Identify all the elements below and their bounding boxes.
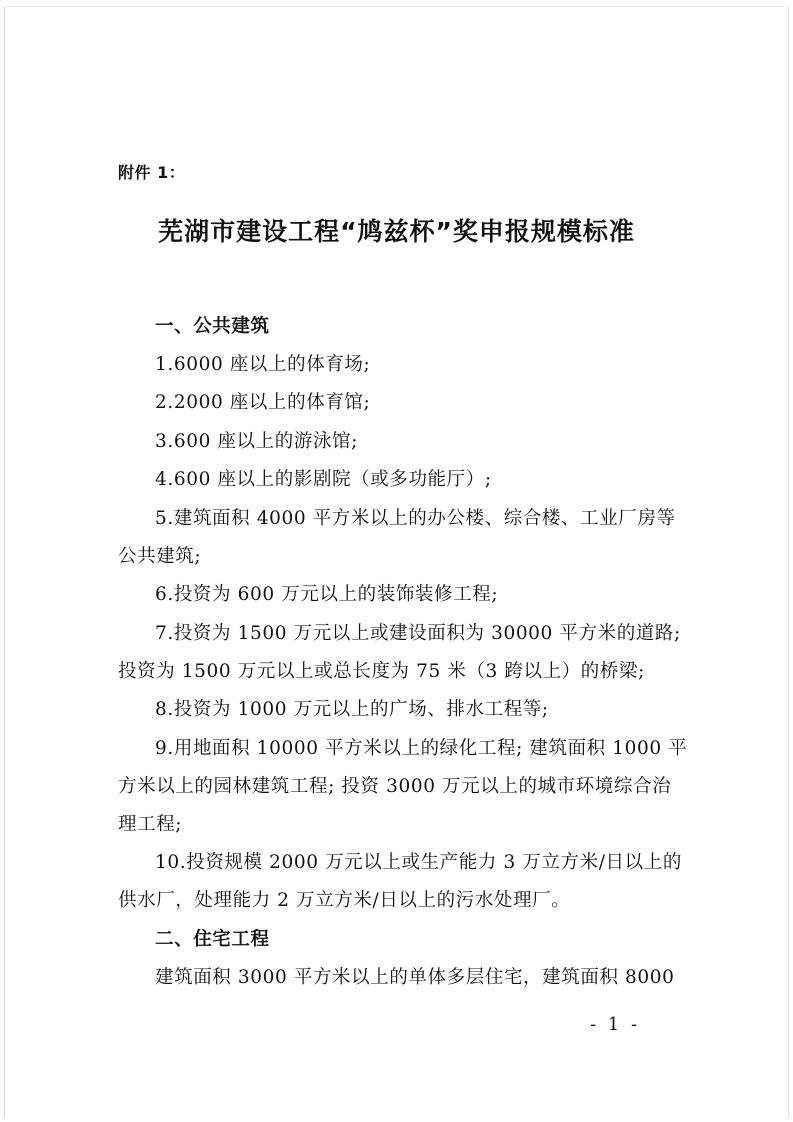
list-item-4: 4.600 座以上的影剧院（或多功能厅）; <box>155 469 492 490</box>
list-item-9-line-2: 方米以上的园林建筑工程; 投资 3000 万元以上的城市环境综合治 <box>118 776 672 797</box>
list-item-9-line-3: 理工程; <box>118 814 183 835</box>
list-item-3: 3.600 座以上的游泳馆; <box>155 431 358 452</box>
list-item-2: 2.2000 座以上的体育馆; <box>155 392 371 413</box>
annex-label: 附件 1： <box>118 163 186 182</box>
list-item-5-line-1: 5.建筑面积 4000 平方米以上的办公楼、综合楼、工业厂房等 <box>155 508 676 529</box>
list-item-7-line-1: 7.投资为 1500 万元以上或建设面积为 30000 平方米的道路; <box>155 623 681 644</box>
page-number: - 1 - <box>590 1014 641 1035</box>
residential-item-line-1: 建筑面积 3000 平方米以上的单体多层住宅，建筑面积 8000 <box>155 967 675 988</box>
document-title: 芜湖市建设工程“鸠兹杯”奖申报规模标准 <box>158 217 635 246</box>
list-item-6: 6.投资为 600 万元以上的装饰装修工程; <box>155 584 499 605</box>
list-item-10-line-1: 10.投资规模 2000 万元以上或生产能力 3 万立方米/日以上的 <box>155 852 682 873</box>
list-item-10-line-2: 供水厂，处理能力 2 万立方米/日以上的污水处理厂。 <box>118 890 571 911</box>
list-item-1: 1.6000 座以上的体育场; <box>155 354 371 375</box>
list-item-5-line-2: 公共建筑; <box>118 546 202 567</box>
list-item-8: 8.投资为 1000 万元以上的广场、排水工程等; <box>155 699 549 720</box>
list-item-9-line-1: 9.用地面积 10000 平方米以上的绿化工程; 建筑面积 1000 平 <box>155 738 688 759</box>
section-heading-public-buildings: 一、公共建筑 <box>155 316 270 337</box>
section-heading-residential: 二、住宅工程 <box>155 929 270 950</box>
list-item-7-line-2: 投资为 1500 万元以上或总长度为 75 米（3 跨以上）的桥梁; <box>118 661 645 682</box>
